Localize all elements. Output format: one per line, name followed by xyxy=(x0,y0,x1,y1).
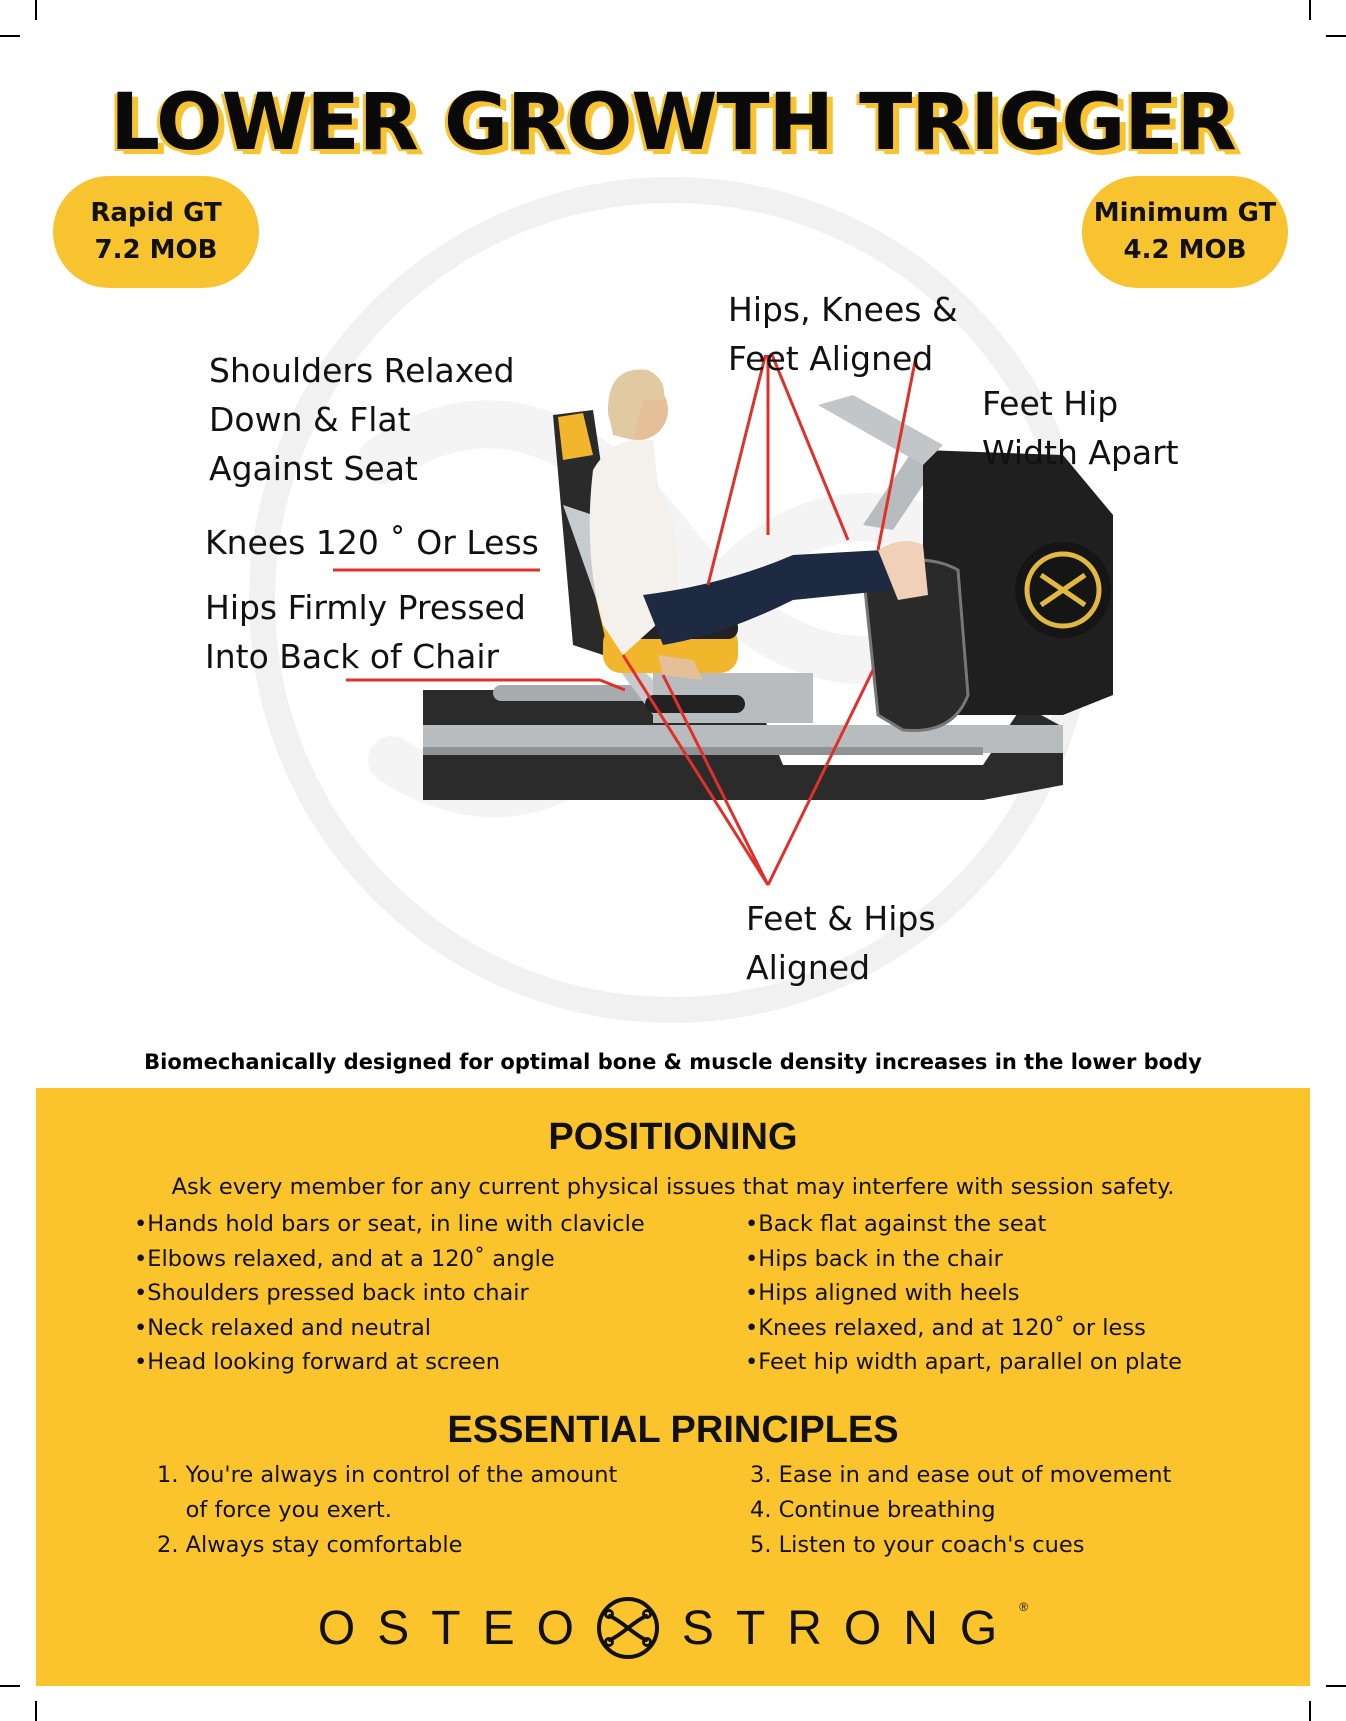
badge-label: Rapid GT xyxy=(90,198,222,228)
list-item: •Shoulders pressed back into chair xyxy=(134,1280,529,1306)
principles-right-list xyxy=(750,1458,1171,1563)
list-item: •Back flat against the seat xyxy=(745,1211,1047,1237)
list-item: 1. You're always in control of the amount xyxy=(157,1462,618,1488)
list-item: 5. Listen to your coach's cues xyxy=(750,1532,1085,1558)
logo-word-left: OSTEO xyxy=(317,1601,596,1655)
principles-left-list xyxy=(157,1458,617,1563)
list-item: •Hands hold bars or seat, in line with clavicle xyxy=(134,1211,645,1237)
osteostrong-logo xyxy=(0,1596,1346,1660)
principles-heading: ESSENTIAL PRINCIPLES xyxy=(447,1409,899,1451)
list-item: 3. Ease in and ease out of movement xyxy=(750,1462,1172,1488)
crop-mark xyxy=(35,1701,37,1721)
crop-mark xyxy=(1309,1701,1311,1721)
list-item: 2. Always stay comfortable xyxy=(157,1532,463,1558)
list-item: •Feet hip width apart, parallel on plate xyxy=(745,1349,1183,1375)
list-item: •Hips back in the chair xyxy=(745,1245,1003,1272)
label-shoulders: Shoulders Relaxed Down & Flat Against Seat xyxy=(209,351,515,488)
osteostrong-bone-icon xyxy=(596,1596,660,1660)
tagline: Biomechanically designed for optimal bone & muscle density increases in the lower body xyxy=(144,1050,1202,1074)
page-title: LOWER GROWTH TRIGGER xyxy=(110,78,1236,168)
crop-mark xyxy=(0,1685,20,1687)
positioning-intro: Ask every member for any current physical issues that may interfere with session safety. xyxy=(171,1174,1175,1200)
label-feet-width: Feet Hip Width Apart xyxy=(982,384,1179,472)
label-knees: Knees 120 ˚ Or Less xyxy=(205,523,539,562)
badge-label: Minimum GT xyxy=(1093,198,1277,228)
logo-word-right: STRONG xyxy=(681,1601,1020,1655)
list-item: •Neck relaxed and neutral xyxy=(134,1314,431,1341)
list-item: •Hips aligned with heels xyxy=(745,1280,1020,1306)
list-item: •Elbows relaxed, and at a 120˚ angle xyxy=(134,1245,555,1272)
list-item: •Head looking forward at screen xyxy=(134,1349,500,1375)
positioning-left-list xyxy=(134,1207,645,1380)
list-item: 4. Continue breathing xyxy=(750,1497,996,1523)
label-hips-pressed: Hips Firmly Pressed Into Back of Chair xyxy=(205,588,526,676)
badge-value: 7.2 MOB xyxy=(94,235,218,265)
registered-mark: ® xyxy=(1019,1600,1029,1614)
list-item: •Knees relaxed, and at 120˚ or less xyxy=(745,1314,1146,1341)
label-feet-hips-aligned: Feet & Hips Aligned xyxy=(746,899,936,987)
positioning-heading: POSITIONING xyxy=(548,1116,798,1158)
badge-value: 4.2 MOB xyxy=(1123,235,1247,265)
label-hips-knees-feet-aligned: Hips, Knees & Feet Aligned xyxy=(728,290,958,378)
positioning-right-list xyxy=(745,1207,1182,1380)
crop-mark xyxy=(1326,1685,1346,1687)
list-item: of force you exert. xyxy=(157,1497,392,1523)
